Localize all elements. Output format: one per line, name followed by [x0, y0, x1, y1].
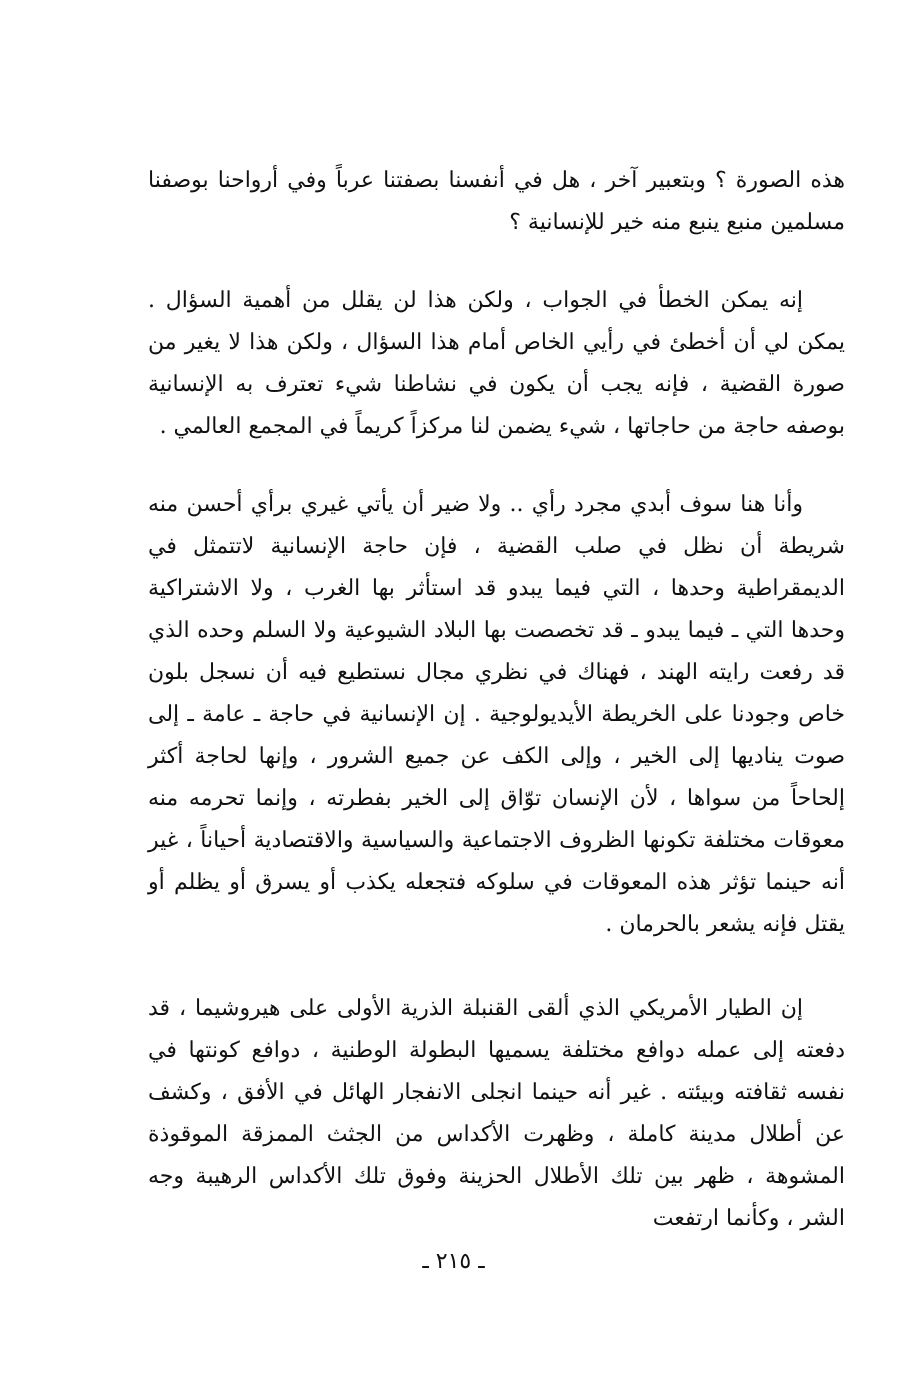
paragraph-hiroshima-pilot: إن الطيار الأمريكي الذي ألقى القنبلة الذرية الأولى على هيروشيما ، قد دفعته إلى عمله دوافع مختلفة يسميها البطولة الوطنية ، دوافع كونتها في نفسه ثقافته وبيئته . غير أنه حينما انجلى الانفجار الهائل في الأفق ، وكشف عن أطلال مدينة كاملة ، وظهرت الأكداس من الجثث الممزقة الموقوذة المشوهة ، ظهر بين تلك الأطلال الحزينة وفوق تلك الأكداس الرهيبة وجه الشر ، وكأنما ارتفعت — [148, 996, 845, 1231]
body-text — [148, 160, 845, 1240]
paragraph-question-importance: إنه يمكن الخطأ في الجواب ، ولكن هذا لن يقلل من أهمية السؤال . يمكن لي أن أخطئ في رأيي الخاص أمام هذا السؤال ، ولكن هذا لا يغير من صورة القضية ، فإنه يجب أن يكون في نشاطنا شيء تعترف به الإنسانية بوصفه حاجة من حاجاتها ، شيء يضمن لنا مركزاً كريماً في المجمع العالمي . — [148, 288, 845, 439]
paragraph-continuation: هذه الصورة ؟ وبتعبير آخر ، هل في أنفسنا بصفتنا عرباً وفي أرواحنا بوصفنا مسلمين منبع ينبع منه خير للإنسانية ؟ — [148, 168, 845, 235]
page-number: ـ ٢١٥ ـ — [422, 1249, 485, 1274]
paragraph-humanity-need: وأنا هنا سوف أبدي مجرد رأي .. ولا ضير أن يأتي غيري برأي أحسن منه شريطة أن نظل في صلب القضية ، فإن حاجة الإنسانية لاتتمثل في الديمقراطية وحدها ، التي فيما يبدو قد استأثر بها الغرب ، ولا الاشتراكية وحدها التي ـ فيما يبدو ـ قد تخصصت بها البلاد الشيوعية ولا السلم وحده الذي قد رفعت رايته الهند ، فهناك في نظري مجال نستطيع فيه أن نسجل بلون خاص وجودنا على الخريطة الأيديولوجية . إن الإنسانية في حاجة ـ عامة ـ إلى صوت يناديها إلى الخير ، وإلى الكف عن جميع الشرور ، وإنها لحاجة أكثر إلحاحاً من سواها ، لأن الإنسان توّاق إلى الخير بفطرته ، وإنما تحرمه منه معوقات مختلفة تكونها الظروف الاجتماعية والسياسية والاقتصادية أحياناً ، غير أنه حينما تؤثر هذه المعوقات في سلوكه فتجعله يكذب أو يسرق أو يظلم أو يقتل فإنه يشعر بالحرمان . — [148, 492, 845, 937]
